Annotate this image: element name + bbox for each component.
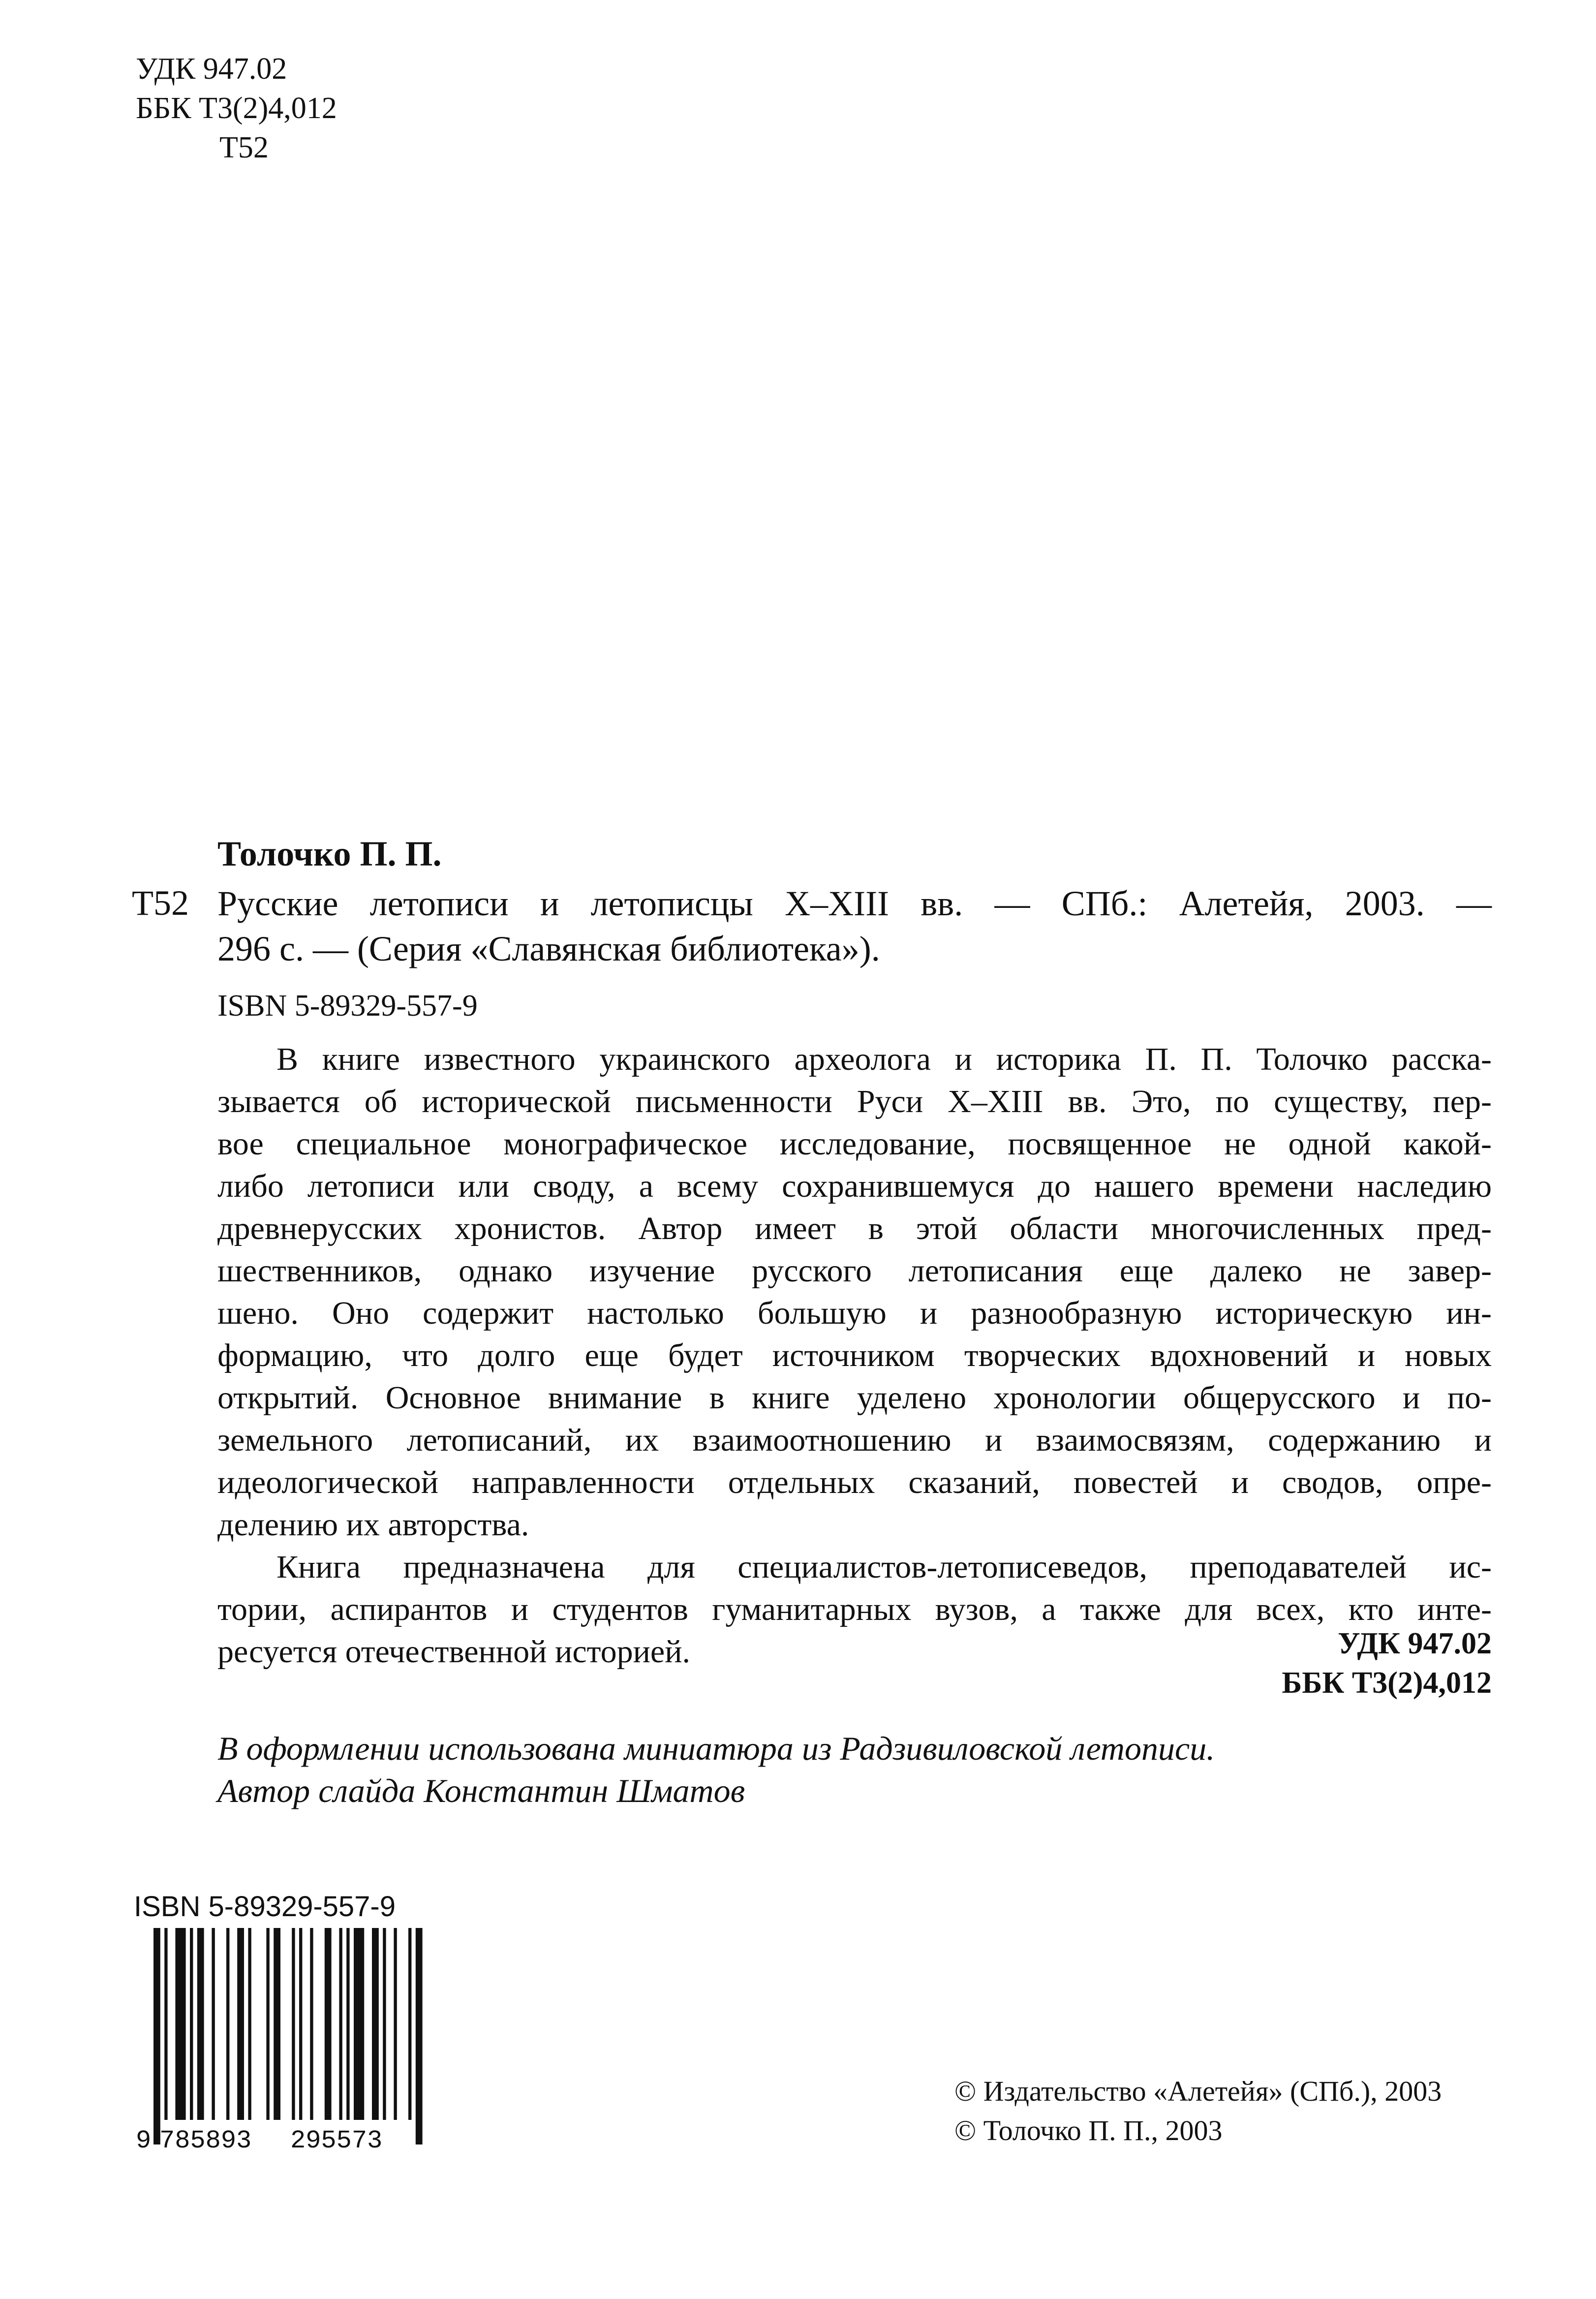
udk-code-bottom: УДК 947.02: [1338, 1627, 1492, 1660]
biblio-line: 296 с. — (Серия «Славянская библиотека»).: [217, 929, 880, 968]
barcode-bar: [346, 1928, 349, 2120]
annotation-paragraph-1: [217, 1038, 1492, 1546]
barcode-image: [134, 1928, 429, 2154]
annotation-line: В книге известного украинского археолога и историка П. П. Толочко расска-: [276, 1041, 1492, 1077]
annotation-line: открытий. Основное внимание в книге уделено хронологии общерусского и по-: [217, 1380, 1492, 1416]
bbk-code-bottom: ББК Т3(2)4,012: [1282, 1666, 1492, 1700]
author-mark-code: Т52: [132, 883, 189, 923]
barcode-isbn: ISBN 5-89329-557-9: [134, 1891, 396, 1923]
barcode-bar: [408, 1928, 411, 2120]
barcode-bar: [190, 1928, 193, 2120]
isbn-entry: ISBN 5-89329-557-9: [217, 989, 478, 1023]
copyright-line: © Толочко П. П., 2003: [954, 2114, 1223, 2146]
barcode-bar: [226, 1928, 229, 2120]
bibliographic-description: [217, 881, 1492, 971]
annotation-line: делению их авторства.: [217, 1507, 529, 1543]
design-note-line: В оформлении использована миниатюра из Радзивиловской летописи.: [217, 1730, 1215, 1767]
barcode-bar: [266, 1928, 269, 2120]
barcode-bar: [153, 1928, 160, 2144]
barcode-bar: [237, 1928, 244, 2120]
barcode-bar: [248, 1928, 251, 2120]
annotation-line: ресуется отечественной историей.: [217, 1634, 691, 1670]
design-note: [217, 1727, 1215, 1812]
classification-codes-bottom: [1282, 1624, 1492, 1703]
annotation-line: идеологической направленности отдельных сказаний, повестей и сводов, опре-: [217, 1464, 1492, 1500]
barcode-bar: [383, 1928, 386, 2120]
annotation-line: тории, аспирантов и студентов гуманитарных вузов, а также для всех, кто инте-: [217, 1591, 1492, 1627]
barcode-bar: [394, 1928, 397, 2120]
design-note-line: Автор слайда Константин Шматов: [217, 1772, 745, 1809]
barcode-bar: [212, 1928, 215, 2120]
barcode-bar: [164, 1928, 167, 2120]
barcode-bar: [299, 1928, 302, 2120]
barcode-bar: [310, 1928, 313, 2120]
biblio-line: Русские летописи и летописцы Х–XIII вв. — СПб.: Алетейя, 2003. —: [217, 884, 1492, 923]
barcode-bar: [197, 1928, 204, 2120]
annotation-line: формацию, что долго еще будет источником творческих вдохновений и новых: [217, 1337, 1492, 1373]
copyright-block: [954, 2072, 1442, 2150]
barcode-bar: [274, 1928, 280, 2120]
copyright-line: © Издательство «Алетейя» (СПб.), 2003: [954, 2075, 1442, 2107]
author-name: Толочко П. П.: [217, 834, 442, 873]
barcode-block: [134, 1890, 429, 2154]
annotation-line: древнерусских хронистов. Автор имеет в этой области многочисленных пред-: [217, 1211, 1492, 1246]
author-mark-top: Т52: [219, 131, 269, 164]
annotation-line: либо летописи или своду, а всему сохранившемуся до нашего времени наследию: [217, 1168, 1492, 1204]
annotation-line: Книга предназначена для специалистов-летописеведов, преподавателей ис-: [276, 1549, 1492, 1585]
annotation-line: шественников, однако изучение русского летописания еще далеко не завер-: [217, 1253, 1492, 1289]
annotation-line: вое специальное монографическое исследование, посвященное не одной какой-: [217, 1126, 1492, 1162]
annotation-line: земельного летописаний, их взаимоотношению и взаимосвязям, содержанию и: [217, 1422, 1492, 1458]
barcode-digits-right: 295573: [290, 2126, 383, 2154]
udk-code-top: УДК 947.02: [136, 52, 287, 86]
annotation: [217, 1038, 1492, 1673]
annotation-line: шено. Оно содержит настолько большую и разнообразную историческую ин-: [217, 1295, 1492, 1331]
barcode-bar: [325, 1928, 332, 2120]
annotation-line: зывается об исторической письменности Руси Х–XIII вв. Это, по существу, пер-: [217, 1084, 1492, 1119]
barcode-digits-left: 785893: [159, 2126, 252, 2154]
barcode-bar: [292, 1928, 295, 2120]
barcode-bar: [416, 1928, 423, 2144]
barcode-bar: [354, 1928, 364, 2120]
barcode-bar: [372, 1928, 379, 2120]
barcode-bar: [339, 1928, 342, 2120]
top-classification-codes: [136, 49, 337, 167]
bbk-code-top: ББК Т3(2)4,012: [136, 92, 337, 125]
barcode-digit-first: 9: [136, 2126, 152, 2154]
barcode-bar: [175, 1928, 185, 2120]
